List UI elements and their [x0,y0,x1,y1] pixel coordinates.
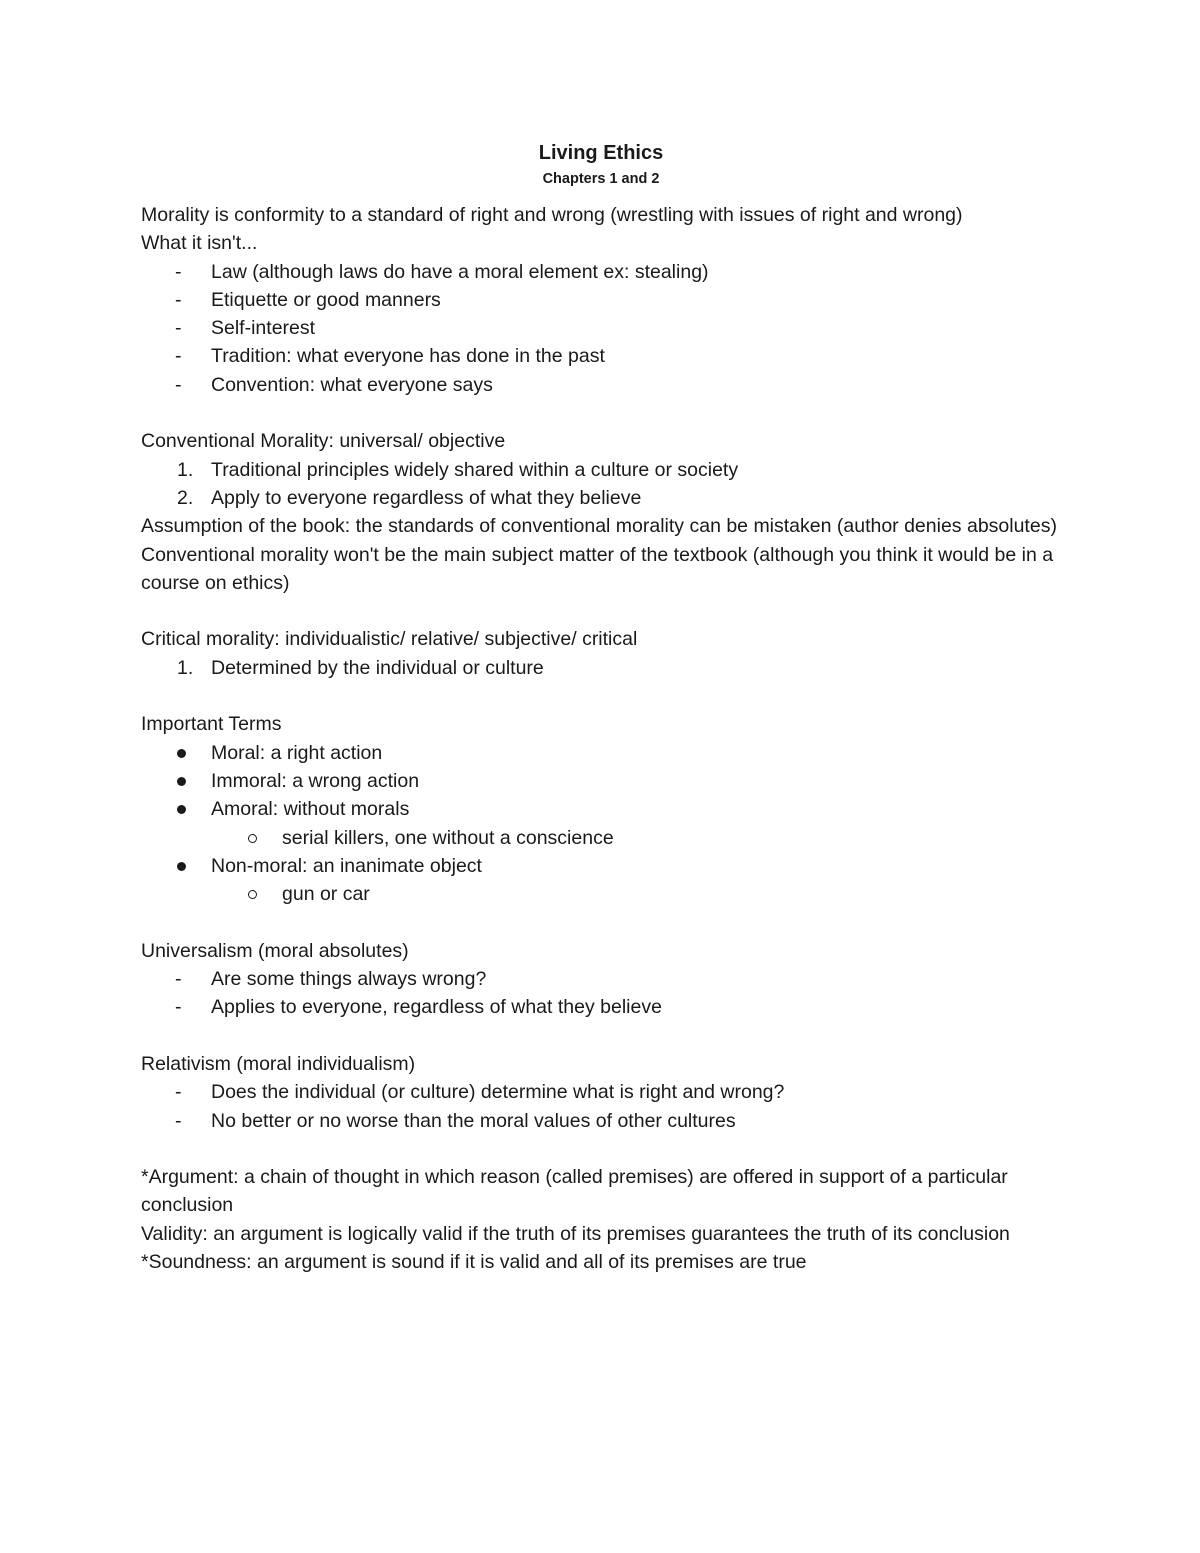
spacer [141,682,1061,710]
spacer [141,908,1061,936]
dash-marker: - [175,373,182,396]
spacer [141,1022,1061,1050]
list-item-text: Applies to everyone, regardless of what they believe [211,996,662,1019]
bullet-item [141,795,1061,823]
numbered-item [141,654,1061,682]
numbered-item-text: Apply to everyone regardless of what they believe [211,486,642,509]
list-item-text: Law (although laws do have a moral element ex: stealing) [211,260,709,283]
bullet-item-text: Immoral: a wrong action [211,769,420,792]
sub-bullet-item-text: gun or car [282,883,370,906]
bullet-item [141,739,1061,767]
bullet-item [141,852,1061,880]
argument-definition: *Argument: a chain of thought in which reason (called premises) are offered in support of a particular conclusion [141,1166,1008,1217]
list-item-text: Convention: what everyone says [211,373,493,396]
list-item [141,1078,1061,1106]
list-item-text: Tradition: what everyone has done in the past [211,345,605,368]
dash-marker: - [175,260,182,283]
dash-marker: - [175,996,182,1019]
document-page [141,138,1061,1276]
numbered-item [141,456,1061,484]
dash-marker: - [175,968,182,991]
sub-bullet-item [141,880,1061,908]
number-marker: 1. [177,458,194,481]
conventional-note: Conventional morality won't be the main subject matter of the textbook (although you think it would be in a course on ethics) [141,543,1054,594]
bullet-item [141,767,1061,795]
validity-definition: Validity: an argument is logically valid if the truth of its premises guarantees the truth of its conclusion [141,1222,1010,1245]
spacer [141,399,1061,427]
numbered-item-text: Determined by the individual or culture [211,656,544,679]
dash-marker: - [175,345,182,368]
numbered-item-text: Traditional principles widely shared within a culture or society [211,458,739,481]
bullet-circle-icon [248,890,257,899]
list-item [141,993,1061,1021]
number-marker: 1. [177,656,194,679]
terms-heading: Important Terms [141,713,282,736]
universalism-heading: Universalism (moral absolutes) [141,939,409,962]
relativism-heading: Relativism (moral individualism) [141,1052,416,1075]
list-item [141,371,1061,399]
spacer [141,597,1061,625]
list-item [141,342,1061,370]
bullet-item-text: Moral: a right action [211,741,383,764]
list-item [141,1107,1061,1135]
list-item-text: Does the individual (or culture) determine what is right and wrong? [211,1081,785,1104]
spacer [141,1135,1061,1163]
conventional-heading: Conventional Morality: universal/ objective [141,430,506,453]
critical-heading: Critical morality: individualistic/ relative/ subjective/ critical [141,628,638,651]
dash-marker: - [175,1109,182,1132]
list-item-text: Are some things always wrong? [211,968,487,991]
soundness-definition: *Soundness: an argument is sound if it is valid and all of its premises are true [141,1250,807,1273]
dash-marker: - [175,288,182,311]
list-item [141,314,1061,342]
dash-marker: - [175,1081,182,1104]
bullet-dot-icon [177,749,186,758]
list-item [141,258,1061,286]
number-marker: 2. [177,486,194,509]
dash-marker: - [175,317,182,340]
bullet-circle-icon [248,834,257,843]
bullet-item-text: Non-moral: an inanimate object [211,854,482,877]
assumption-text: Assumption of the book: the standards of conventional morality can be mistaken (author denies absolutes) [141,515,1057,538]
list-item-text: Etiquette or good manners [211,288,441,311]
document-subtitle: Chapters 1 and 2 [542,171,660,187]
bullet-item-text: Amoral: without morals [211,798,410,821]
bullet-dot-icon [177,805,186,814]
list-item [141,965,1061,993]
document-title: Living Ethics [538,142,664,164]
list-item-text: No better or no worse than the moral values of other cultures [211,1109,736,1132]
list-item [141,286,1061,314]
bullet-dot-icon [177,777,186,786]
list-item-text: Self-interest [211,317,316,340]
numbered-item [141,484,1061,512]
sub-bullet-item-text: serial killers, one without a conscience [282,826,614,849]
sub-bullet-item [141,824,1061,852]
what-it-isnt: What it isn't... [141,232,258,255]
bullet-dot-icon [177,862,186,871]
morality-definition: Morality is conformity to a standard of right and wrong (wrestling with issues of right and wrong) [141,204,963,226]
